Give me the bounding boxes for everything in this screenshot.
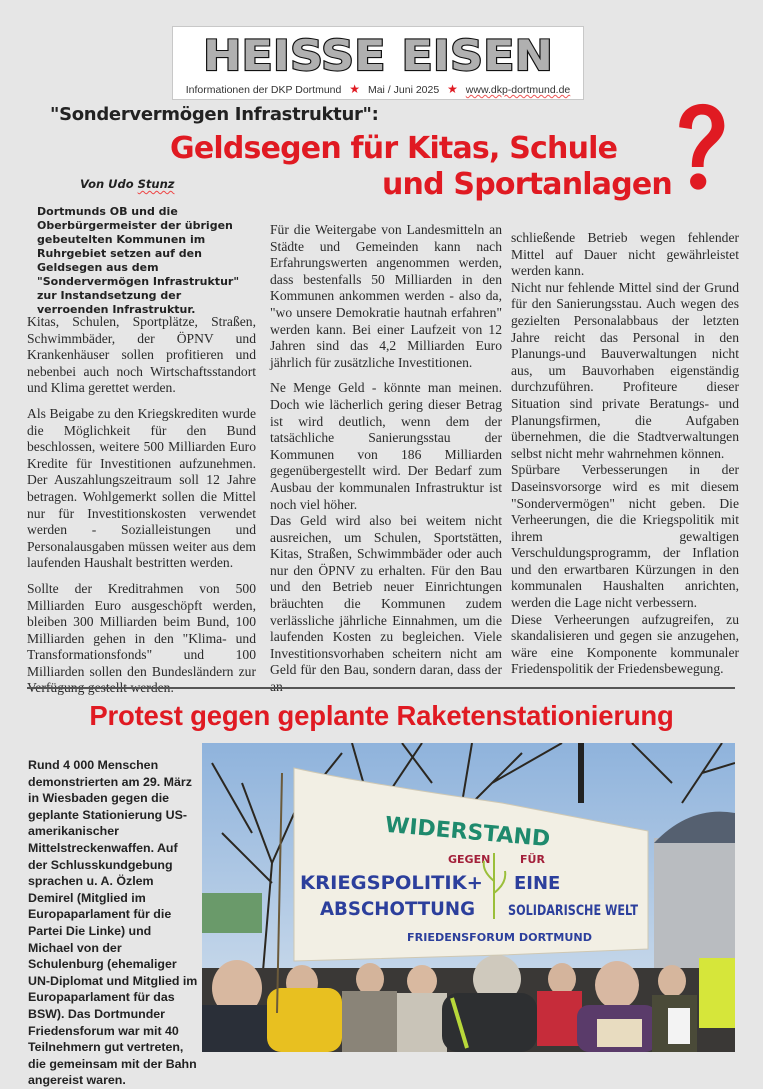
paragraph: Sollte der Kreditrahmen von 500 Milliarden Euro ausgeschöpft werden, bleiben 300 Milliarden beim Bund, 100 Milliarden gehen in den "Klima- und Transformationsfonds" und 100 Milliarden sollen den Bundesländern zur	[27, 580, 256, 679]
article-column-3	[511, 230, 739, 678]
person-dark-jacket	[442, 993, 537, 1052]
banner-footer: FRIEDENSFORUM DORTMUND	[407, 931, 592, 944]
section-divider	[27, 687, 735, 689]
banner-fuer: FÜR	[520, 853, 545, 866]
issue-date: Mai / Juni 2025	[367, 84, 440, 96]
article-kicker: "Sondervermögen Infrastruktur":	[50, 104, 379, 125]
paragraph: Diese Verheerungen aufzugreifen, zu skandalisieren und gegen sie anzugehen, wäre eine Komponente kommunaler Friedenspolitik der Friedensbewegung.	[511, 611, 739, 677]
person	[548, 963, 576, 995]
article-headline-line1: Geldsegen für Kitas, Schule	[170, 131, 618, 166]
paragraph: Als Beigabe zu den Kriegskrediten wurde die Möglichkeit für den Bund beschlossen, weitere 500 Milliarden Euro Kredite für Investitionen aufzunehmen. Der Auszahlungszeitraum soll 12 Jahre betragen. Wohlgemerkt sollen die Mittel nur für Investitionskosten verwendet werden - Sozialleistungen und Personalausgaben müssen weiter aus dem laufenden Haushalt bestritten werden.	[27, 405, 256, 571]
star-icon: ★	[447, 82, 458, 96]
building	[654, 838, 735, 978]
person	[202, 1005, 277, 1052]
website-link[interactable]: www.dkp-dortmund.de	[465, 84, 571, 96]
heisse-eisen-logo	[195, 36, 561, 76]
paragraph: Spürbare Verbesserungen in der Daseinsvorsorge wird es mit diesem "Sondervermögen" nicht geben. Die Verheerungen, die die Kriegspolitik mit ihrem gewaltigen Verschuldungsprogramm, der Inflation und den erwartbaren Kürzungen in den kommunalen Haushalten anrichten, werden die Lage nicht verbessern.	[511, 462, 739, 611]
person	[356, 963, 384, 995]
banner-left-line2: ABSCHOTTUNG	[320, 898, 475, 920]
person	[658, 965, 686, 997]
paragraph: Kitas, Schulen, Sportplätze, Straßen, Schwimmbäder, der ÖPNV und Krankenhäuser sollen profitieren und nebenbei auch noch Wirtschaftsstandort und Klima gerettet werden.	[27, 314, 256, 396]
paragraph: Das Geld wird also bei weitem nicht ausreichen, um Schulen, Sportstätten, Kitas, Straßen, Schwimmbäder oder auch nur den ÖPNV zu erhalten. Für den Bau und den Betrieb neuer Einrichtungen bräuchten die Kommunen zudem verlässliche jährliche Einnahmen, um die laufenden Kosten zu begleichen. Viele Investitionsvorhaben scheitern nicht am Geld für den Bau, sondern daran, dass der	[270, 513, 502, 678]
article-column-1	[27, 314, 256, 706]
banner-gegen: GEGEN	[448, 853, 491, 866]
question-mark-icon	[672, 102, 728, 202]
author-name: Stunz	[137, 177, 175, 191]
person-red-jacket	[537, 991, 582, 1046]
publisher: Informationen der DKP Dortmund	[185, 84, 342, 96]
banner-left-line1: KRIEGSPOLITIK+	[300, 872, 483, 894]
sign	[668, 1008, 690, 1044]
protest-headline: Protest gegen geplante Raketenstationierung	[89, 700, 674, 731]
lamp-post	[578, 743, 584, 803]
protest-photo	[202, 743, 735, 1052]
person	[342, 991, 397, 1052]
article-column-2	[270, 222, 502, 705]
masthead-subline	[173, 82, 583, 96]
masthead	[172, 26, 584, 100]
author-prefix: Von Udo	[80, 177, 138, 191]
article-lead: Dortmunds OB und die Oberbürgermeister der übrigen gebeutelten Kommunen im Ruhrgebiet setzen auf den Geldsegen aus dem "Sondervermögen Infrastruktur" zur Instandsetzung der verroenden Infrastruktur.	[37, 205, 240, 316]
newspaper	[597, 1019, 642, 1047]
star-icon: ★	[349, 82, 361, 96]
protest-text: Rund 4 000 Menschen demonstrierten am 29. März in Wiesbaden gegen die geplante Stationierung US-amerikanischer Mittelstreckenwaffen. Auf der Schlusskundgebung sprachen u. A. Özlem Demirel (Mitglied im Europaparlament für die Partei Die Linke) und Michael von der Schulenburg (ehemaliger UN-Diplomat und Mitglied im Europaparlament für das BSW). Das Dortmunder Friedensforum war mit 40 Teilnehmern gut vertreten, die gemeinsam mit der Bahn angereist waren.	[28, 758, 198, 1088]
paragraph: Für die Weitergabe von Landesmitteln an Städte und Gemeinden kann nach Erfahrungswerten angenommen werden, dass bestenfalls 50 Milliarden in den Kommunen ankommen werden - also da, "wo unsere Demokratie hautnah erfahren" werden kann. Bei einer Laufzeit von 12 Jahren sind das 4,2 Milliarden Euro jährlich für zusätzliche Investitionen.	[270, 222, 502, 370]
banner-right-line1: EINE	[514, 873, 561, 894]
person-hi-vis-vest	[699, 958, 735, 1028]
article-headline-line2: und Sportanlagen	[382, 167, 672, 202]
paragraph: Ne Menge Geld - könnte man meinen. Doch wie lächerlich gering dieser Betrag ist wird deutlich, wenn dem der tatsächliche Sanierungsstau der Kommunen von 186 Milliarden gegenübergestellt wird. Der Bedarf zum Ausbau der kommunalen Infrastruktur ist noch viel höher.	[270, 380, 502, 512]
person	[595, 961, 639, 1009]
green-sign	[202, 893, 262, 933]
banner-widerstand: WIDERSTAND	[384, 812, 552, 853]
person	[397, 993, 447, 1052]
author-byline	[80, 177, 175, 191]
paragraph: Nicht nur fehlende Mittel sind der Grund für den Sanierungsstau. Auch wegen des gezielten Personalabbaus der letzten Jahre reicht das Personal in den Planungs-und Bauverwaltungen nicht aus, um Bauvorhaben eigenständig durchzuführen. Profiteure dieser Situation sind private Beratungs- und Planungsfirmen, die Aufgaben übernehmen, die die Stadtverwaltungen selbst nicht mehr wahrnehmen können.	[511, 279, 739, 461]
banner-right-line2: SOLIDARISCHE WELT	[508, 903, 639, 919]
logo-text: HEISSE EISEN	[203, 36, 553, 76]
paragraph: schließende Betrieb wegen fehlender Mittel auf Dauer nicht gewährleistet werden kann.	[511, 230, 739, 279]
person	[407, 965, 437, 997]
